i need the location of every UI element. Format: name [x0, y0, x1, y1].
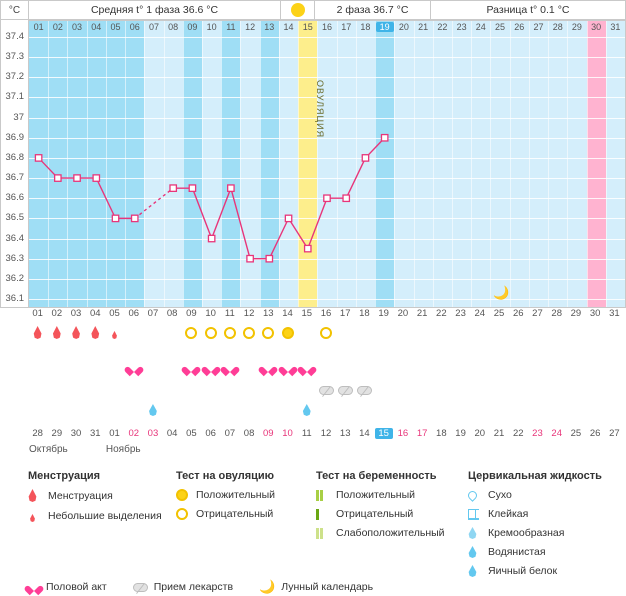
chart-day-number[interactable]: 23 — [456, 22, 467, 32]
legend-item-label: Лунный календарь — [281, 581, 374, 593]
chart-day-number[interactable]: 15 — [302, 22, 313, 32]
legend-column-title: Менструация — [28, 470, 101, 482]
legend-item-label: Положительный — [336, 489, 416, 501]
y-tick-label: 36.8 — [5, 151, 24, 163]
calendar-date-label[interactable]: 16 — [397, 428, 409, 439]
cycle-day-label[interactable]: 20 — [397, 308, 409, 319]
cycle-day-label[interactable]: 19 — [378, 308, 389, 319]
filled-circle-icon — [282, 327, 294, 339]
chart-day-number[interactable]: 11 — [226, 22, 236, 32]
y-tick-label: 36.2 — [5, 272, 24, 284]
legend-item-label: Положительный — [196, 489, 276, 501]
ovulation-test-cell[interactable] — [221, 327, 239, 339]
intercourse-cell[interactable] — [298, 362, 316, 374]
heart-icon — [185, 363, 197, 374]
chart-day-number[interactable]: 21 — [418, 22, 429, 32]
month-labels — [28, 444, 626, 458]
calendar-date-label[interactable]: 19 — [455, 428, 466, 439]
calendar-date-label[interactable]: 15 — [375, 428, 393, 439]
y-tick-label: 36.6 — [5, 192, 24, 204]
watery-icon — [302, 404, 311, 416]
cycle-day-label[interactable]: 14 — [282, 308, 293, 319]
cycle-day-label[interactable]: 31 — [609, 308, 620, 319]
empty-circle-icon — [185, 327, 197, 339]
legend-item — [28, 489, 162, 502]
empty-circle-icon — [262, 327, 274, 339]
calendar-date-label[interactable]: 29 — [51, 428, 63, 439]
legend-item — [468, 489, 602, 501]
cycle-day-label[interactable]: 29 — [570, 308, 582, 319]
cycle-day-label[interactable]: 07 — [147, 308, 159, 319]
calendar-date-label[interactable]: 31 — [89, 428, 101, 439]
cycle-day-strip — [28, 308, 626, 324]
chart-day-number[interactable]: 29 — [571, 22, 582, 32]
legend-column — [28, 470, 162, 529]
calendar-date-label[interactable]: 20 — [474, 428, 486, 439]
y-tick-label: 37.2 — [5, 71, 24, 83]
legend-column — [468, 470, 602, 584]
chart-day-number[interactable]: 27 — [533, 22, 544, 32]
chart-day-number[interactable]: 10 — [206, 22, 217, 32]
faint-bars-icon — [316, 528, 336, 539]
chart-day-number[interactable]: 08 — [168, 22, 179, 32]
chart-header-bar — [0, 0, 626, 20]
calendar-date-label[interactable]: 17 — [416, 428, 428, 439]
chart-day-number[interactable]: 20 — [398, 22, 409, 32]
cycle-day-label[interactable]: 04 — [89, 308, 101, 319]
pill-icon — [133, 581, 148, 593]
cervical-fluid-cell[interactable] — [144, 404, 162, 419]
cycle-day-label[interactable]: 11 — [224, 308, 235, 319]
calendar-date-label[interactable]: 14 — [359, 428, 370, 439]
calendar-date-label[interactable]: 02 — [128, 428, 140, 439]
eggwhite-icon — [468, 565, 488, 577]
y-tick-label: 37.3 — [5, 51, 24, 63]
cycle-day-label[interactable]: 26 — [512, 308, 524, 319]
heart-icon — [301, 363, 313, 374]
chart-day-number[interactable]: 13 — [264, 22, 275, 32]
calendar-date-label[interactable]: 21 — [493, 428, 505, 439]
calendar-date-label[interactable]: 04 — [166, 428, 178, 439]
temperature-line-series — [29, 21, 625, 307]
legend-item — [28, 509, 162, 522]
legend-bottom-row — [28, 578, 626, 596]
intercourse-cell[interactable] — [259, 362, 277, 374]
chart-day-number[interactable]: 14 — [283, 22, 294, 32]
calendar-date-label[interactable]: 09 — [263, 428, 274, 439]
ovulation-test-cell[interactable] — [317, 327, 335, 339]
legend-item — [316, 508, 445, 520]
calendar-date-label[interactable]: 07 — [224, 428, 236, 439]
intercourse-cell[interactable] — [202, 362, 220, 374]
chart-day-number[interactable]: 26 — [514, 22, 525, 32]
calendar-date-label[interactable]: 28 — [32, 428, 43, 439]
calendar-date-label[interactable]: 12 — [320, 428, 332, 439]
pill-icon — [319, 386, 334, 395]
phase2-average-label: 2 фаза 36.7 °C — [314, 0, 430, 20]
calendar-date-label[interactable]: 01 — [109, 428, 120, 439]
cycle-day-label[interactable]: 02 — [51, 308, 63, 319]
cycle-day-label[interactable]: 06 — [128, 308, 140, 319]
watery-icon — [468, 546, 488, 558]
heart-icon — [282, 363, 294, 374]
legend-item — [259, 579, 373, 595]
drop-icon — [28, 489, 48, 502]
cycle-day-label[interactable]: 27 — [532, 308, 543, 319]
chart-day-number[interactable]: 09 — [187, 22, 198, 32]
legend-item-label: Небольшие выделения — [48, 509, 162, 522]
pill-icon — [357, 386, 372, 395]
chart-day-number[interactable]: 25 — [495, 22, 506, 32]
intercourse-cell[interactable] — [221, 362, 239, 374]
legend-item-label: Прием лекарств — [153, 581, 234, 593]
intercourse-cell[interactable] — [279, 362, 297, 374]
cycle-day-label[interactable]: 12 — [243, 308, 255, 319]
heart-icon — [205, 363, 217, 374]
legend-item-label: Кремообразная — [488, 527, 565, 539]
heart-icon — [128, 363, 140, 374]
ovulation-test-cell[interactable] — [279, 327, 297, 339]
cycle-day-label[interactable]: 01 — [32, 308, 43, 319]
calendar-date-label[interactable]: 05 — [186, 428, 197, 439]
chart-day-number[interactable]: 17 — [341, 22, 352, 32]
legend-item — [176, 489, 275, 501]
y-tick-label: 36.3 — [5, 252, 24, 264]
cycle-day-label[interactable]: 30 — [589, 308, 601, 319]
legend-column — [176, 470, 275, 527]
cycle-day-label[interactable]: 05 — [109, 308, 120, 319]
empty-circle-icon — [243, 327, 255, 339]
dry-icon — [468, 491, 488, 500]
cycle-day-label[interactable]: 17 — [339, 308, 351, 319]
chart-day-number[interactable]: 12 — [245, 22, 256, 32]
ovulation-test-row[interactable] — [28, 326, 626, 352]
month-label: Октябрь — [29, 444, 68, 455]
cycle-day-label[interactable]: 25 — [493, 308, 505, 319]
heart-icon — [224, 363, 236, 374]
watery-icon — [148, 404, 157, 416]
calendar-date-label[interactable]: 18 — [436, 428, 447, 439]
chart-day-number[interactable]: 30 — [591, 22, 602, 32]
moon-icon: 🌙 — [259, 579, 276, 594]
legend-column-title: Цервикальная жидкость — [468, 470, 602, 482]
calendar-date-label[interactable]: 10 — [282, 428, 293, 439]
pill-icon — [338, 386, 353, 395]
y-tick-label: 37.4 — [5, 31, 24, 42]
small-drop-icon — [28, 509, 48, 522]
y-tick-label: 36.5 — [5, 212, 24, 224]
empty-circle-icon — [205, 327, 217, 339]
chart-day-number[interactable]: 04 — [91, 22, 102, 32]
legend-column-title: Тест на беременность — [316, 470, 437, 482]
moon-icon: 🌙 — [493, 285, 510, 300]
y-tick-label: 37 — [13, 111, 24, 123]
ovulation-test-cell[interactable] — [240, 327, 258, 339]
calendar-date-label[interactable]: 03 — [147, 428, 159, 439]
y-tick-label: 36.4 — [5, 232, 24, 244]
cycle-day-label[interactable]: 08 — [166, 308, 178, 319]
legend-item-label: Яичный белок — [488, 565, 558, 577]
calendar-date-label[interactable]: 25 — [570, 428, 582, 439]
cycle-day-label[interactable]: 23 — [455, 308, 466, 319]
heart-icon — [262, 363, 274, 374]
medication-cell[interactable] — [317, 384, 335, 396]
month-label: Ноябрь — [105, 444, 141, 455]
intercourse-cell[interactable] — [182, 362, 200, 374]
chart-day-number[interactable]: 28 — [552, 22, 563, 32]
legend-item-label: Менструация — [48, 489, 113, 502]
chart-day-number[interactable]: 02 — [52, 22, 63, 32]
legend-item — [468, 508, 602, 520]
chart-day-number[interactable]: 05 — [110, 22, 121, 32]
calendar-date-label[interactable]: 11 — [301, 428, 312, 439]
ovulation-test-cell[interactable] — [259, 327, 277, 339]
cycle-day-label[interactable]: 13 — [263, 308, 274, 319]
empty-circle-icon — [224, 327, 236, 339]
cycle-day-label[interactable]: 09 — [186, 308, 197, 319]
legend-item-label: Клейкая — [488, 508, 529, 520]
legend-item — [468, 546, 602, 558]
calendar-date-label[interactable]: 06 — [205, 428, 216, 439]
chart-day-number[interactable]: 03 — [72, 22, 83, 32]
bbt-chart[interactable] — [0, 20, 626, 308]
intercourse-cell[interactable] — [125, 362, 143, 374]
calendar-date-label[interactable]: 27 — [609, 428, 620, 439]
calendar-date-label[interactable]: 24 — [551, 428, 562, 439]
chart-day-number[interactable]: 06 — [129, 22, 140, 32]
legend — [28, 470, 626, 590]
legend-item-label: Слабоположительный — [336, 527, 445, 539]
chart-day-number[interactable]: 31 — [610, 22, 621, 32]
legend-item — [133, 581, 233, 593]
chart-plot-area[interactable] — [28, 20, 626, 308]
legend-item-label: Водянистая — [488, 546, 546, 558]
ovulation-test-cell[interactable] — [182, 327, 200, 339]
calendar-date-label[interactable]: 13 — [339, 428, 351, 439]
empty-circle-icon — [176, 508, 196, 520]
legend-item — [468, 565, 602, 577]
phase1-average-label: Средняя t° 1 фаза 36.6 °C — [28, 0, 280, 20]
temperature-difference-label: Разница t° 0.1 °C — [430, 0, 626, 20]
calendar-date-label[interactable]: 08 — [243, 428, 255, 439]
unit-label: °C — [0, 0, 28, 20]
cervical-fluid-row[interactable] — [28, 404, 626, 430]
legend-item — [28, 581, 107, 593]
cycle-day-label[interactable]: 18 — [359, 308, 370, 319]
cycle-day-label[interactable]: 03 — [70, 308, 82, 319]
chart-day-number[interactable]: 18 — [360, 22, 371, 32]
legend-item — [176, 508, 275, 520]
chart-day-number[interactable]: 16 — [321, 22, 332, 32]
sticky-icon — [468, 509, 488, 520]
cycle-day-label[interactable]: 16 — [320, 308, 332, 319]
legend-item — [468, 527, 602, 539]
two-bars-icon — [316, 490, 336, 501]
legend-item-label: Отрицательный — [336, 508, 414, 520]
legend-item — [316, 527, 445, 539]
calendar-date-label[interactable]: 26 — [589, 428, 601, 439]
legend-column-title: Тест на овуляцию — [176, 470, 275, 482]
y-tick-label: 36.9 — [5, 131, 24, 143]
legend-item-label: Отрицательный — [196, 508, 274, 520]
legend-item-label: Сухо — [488, 489, 512, 501]
cycle-day-label[interactable]: 10 — [205, 308, 216, 319]
y-tick-label: 36.1 — [5, 293, 24, 304]
calendar-date-label[interactable]: 30 — [70, 428, 82, 439]
medication-cell[interactable] — [355, 384, 373, 396]
chart-day-number[interactable]: 07 — [148, 22, 159, 32]
chart-day-number[interactable]: 01 — [33, 22, 44, 32]
y-tick-label: 36.7 — [5, 172, 24, 184]
calendar-date-label[interactable]: 23 — [532, 428, 543, 439]
empty-circle-icon — [320, 327, 332, 339]
y-tick-label: 37.1 — [5, 91, 24, 103]
cycle-day-label[interactable]: 28 — [551, 308, 562, 319]
ovulation-test-cell[interactable] — [202, 327, 220, 339]
medication-cell[interactable] — [336, 384, 354, 396]
cervical-fluid-cell[interactable] — [298, 404, 316, 419]
creamy-icon — [468, 527, 488, 539]
chart-day-number[interactable]: 19 — [376, 22, 394, 32]
cycle-day-label[interactable]: 24 — [474, 308, 486, 319]
y-axis-labels — [0, 20, 28, 308]
heart-icon — [28, 581, 40, 593]
legend-item — [316, 489, 445, 501]
chart-day-number[interactable]: 24 — [475, 22, 486, 32]
cycle-day-label[interactable]: 22 — [436, 308, 447, 319]
filled-circle-icon — [176, 489, 196, 501]
chart-day-number[interactable]: 22 — [437, 22, 448, 32]
calendar-date-strip — [28, 428, 626, 444]
cycle-day-label[interactable]: 15 — [301, 308, 313, 319]
ovulation-marker-header — [280, 0, 314, 20]
legend-item-label: Половой акт — [46, 581, 107, 593]
legend-column — [316, 470, 445, 546]
one-bar-icon — [316, 509, 336, 520]
cycle-day-label[interactable]: 21 — [416, 308, 428, 319]
calendar-date-label[interactable]: 22 — [512, 428, 524, 439]
ovulation-vertical-label: ОВУЛЯЦИЯ — [314, 79, 325, 139]
